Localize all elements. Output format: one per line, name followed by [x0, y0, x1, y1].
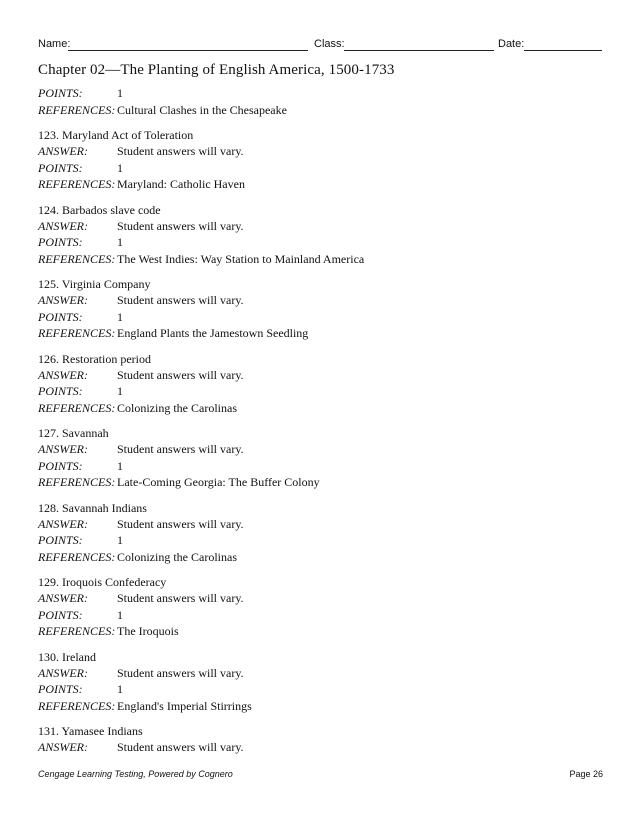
class-label: Class:: [314, 38, 345, 50]
references-row: [38, 400, 603, 417]
points-row: [38, 681, 603, 698]
question-title: 131. Yamasee Indians: [38, 724, 143, 738]
points-label: POINTS:: [38, 682, 83, 696]
question-title: 126. Restoration period: [38, 351, 151, 366]
points-value: 1: [117, 458, 123, 473]
references-label: REFERENCES:: [38, 698, 116, 713]
points-value: 1: [117, 86, 123, 100]
answer-row: [38, 143, 603, 160]
points-row: [38, 607, 603, 624]
question-entry: [38, 276, 603, 342]
chapter-title: Chapter 02—The Planting of English America, 1500-1733: [38, 62, 395, 78]
points-row: [38, 383, 603, 400]
name-label: Name:: [38, 38, 71, 50]
points-value: 1: [117, 384, 123, 398]
points-value: 1: [117, 533, 123, 547]
references-row: [38, 698, 603, 715]
points-row: [38, 160, 603, 177]
points-row: [38, 85, 603, 102]
points-label: POINTS:: [38, 160, 83, 175]
question-list: [38, 85, 603, 765]
references-label: REFERENCES:: [38, 400, 116, 415]
answer-label: ANSWER:: [38, 367, 88, 382]
answer-row: [38, 665, 603, 682]
answer-label: ANSWER:: [38, 591, 88, 605]
answer-value: Student answers will vary.: [117, 218, 244, 233]
references-row: [38, 623, 603, 640]
points-label: POINTS:: [38, 86, 83, 100]
references-row: [38, 474, 603, 491]
answer-label: ANSWER:: [38, 293, 88, 307]
answer-value: Student answers will vary.: [117, 591, 244, 605]
page-header: [38, 36, 603, 54]
page-footer: [38, 769, 603, 783]
answer-value: Student answers will vary.: [117, 442, 244, 456]
date-label: Date:: [498, 38, 525, 50]
references-row: [38, 176, 603, 193]
answer-row: [38, 292, 603, 309]
references-row: [38, 251, 603, 268]
points-value: 1: [117, 309, 123, 324]
answer-row: [38, 367, 603, 384]
class-blank-line: [344, 50, 494, 51]
question-title: 130. Ireland: [38, 649, 96, 664]
footer-credit: Cengage Learning Testing, Powered by Cognero: [38, 769, 233, 779]
question-title: 127. Savannah: [38, 426, 109, 440]
answer-label: ANSWER:: [38, 218, 88, 233]
points-label: POINTS:: [38, 235, 83, 249]
answer-row: [38, 590, 603, 607]
references-label: REFERENCES:: [38, 102, 116, 117]
answer-row: [38, 218, 603, 235]
answer-value: Student answers will vary.: [117, 740, 244, 754]
references-label: REFERENCES:: [38, 475, 116, 489]
references-label: REFERENCES:: [38, 177, 116, 191]
points-value: 1: [117, 682, 123, 696]
question-entry: [38, 85, 603, 118]
answer-label: ANSWER:: [38, 516, 88, 531]
page-number: Page 26: [569, 769, 603, 779]
points-row: [38, 458, 603, 475]
references-value: Colonizing the Carolinas: [117, 400, 237, 415]
points-label: POINTS:: [38, 309, 83, 324]
answer-label: ANSWER:: [38, 442, 88, 456]
points-label: POINTS:: [38, 533, 83, 547]
answer-value: Student answers will vary.: [117, 516, 244, 531]
references-value: Colonizing the Carolinas: [117, 549, 237, 564]
references-label: REFERENCES:: [38, 251, 116, 266]
question-entry: [38, 500, 603, 566]
answer-label: ANSWER:: [38, 144, 88, 158]
question-entry: [38, 723, 603, 756]
question-entry: [38, 425, 603, 491]
answer-value: Student answers will vary.: [117, 293, 244, 307]
question-title: 123. Maryland Act of Toleration: [38, 128, 194, 142]
references-row: [38, 102, 603, 119]
question-title: 124. Barbados slave code: [38, 202, 161, 217]
points-value: 1: [117, 607, 123, 622]
references-row: [38, 549, 603, 566]
question-entry: [38, 649, 603, 715]
points-value: 1: [117, 235, 123, 249]
points-label: POINTS:: [38, 384, 83, 398]
references-value: The West Indies: Way Station to Mainland America: [117, 251, 365, 266]
answer-value: Student answers will vary.: [117, 144, 244, 158]
points-row: [38, 234, 603, 251]
references-label: REFERENCES:: [38, 624, 116, 638]
references-value: England's Imperial Stirrings: [117, 698, 252, 713]
answer-value: Student answers will vary.: [117, 665, 244, 680]
answer-row: [38, 441, 603, 458]
points-label: POINTS:: [38, 607, 83, 622]
date-blank-line: [524, 50, 602, 51]
question-title: 125. Virginia Company: [38, 277, 151, 291]
references-value: Late-Coming Georgia: The Buffer Colony: [117, 475, 320, 489]
answer-row: [38, 516, 603, 533]
references-value: England Plants the Jamestown Seedling: [117, 326, 309, 340]
points-row: [38, 532, 603, 549]
points-label: POINTS:: [38, 458, 83, 473]
answer-value: Student answers will vary.: [117, 367, 244, 382]
answer-row: [38, 739, 603, 756]
name-blank-line: [68, 50, 308, 51]
answer-label: ANSWER:: [38, 665, 88, 680]
references-value: Cultural Clashes in the Chesapeake: [117, 102, 287, 117]
question-entry: [38, 574, 603, 640]
question-title: 128. Savannah Indians: [38, 500, 147, 515]
question-title: 129. Iroquois Confederacy: [38, 575, 167, 589]
references-value: The Iroquois: [117, 624, 179, 638]
points-row: [38, 309, 603, 326]
question-entry: [38, 202, 603, 268]
question-entry: [38, 127, 603, 193]
references-value: Maryland: Catholic Haven: [117, 177, 245, 191]
references-row: [38, 325, 603, 342]
points-value: 1: [117, 160, 123, 175]
references-label: REFERENCES:: [38, 549, 116, 564]
question-entry: [38, 351, 603, 417]
answer-label: ANSWER:: [38, 740, 88, 754]
references-label: REFERENCES:: [38, 326, 116, 340]
